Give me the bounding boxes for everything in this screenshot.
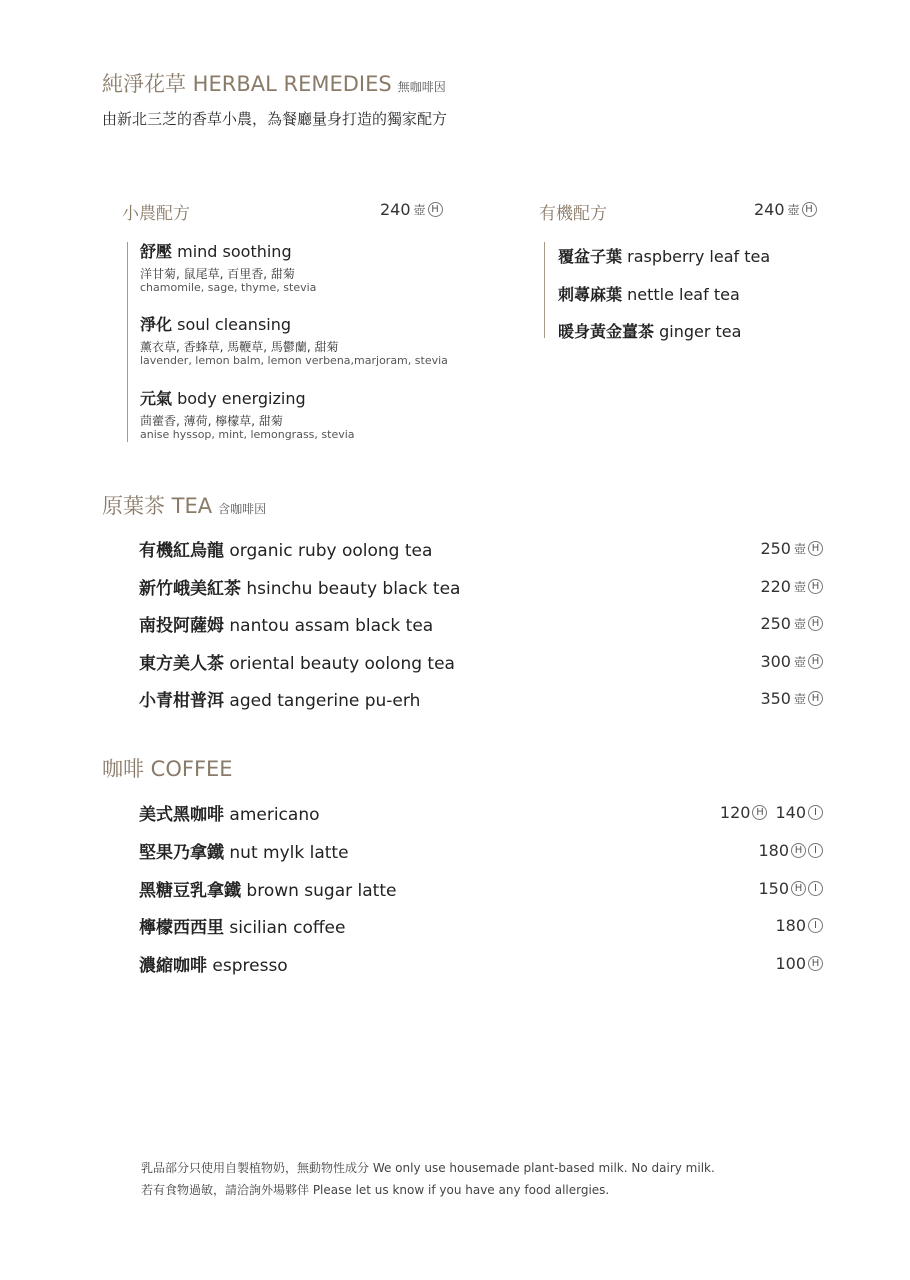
- iced-size-icon: I: [808, 881, 823, 896]
- item-name-zh: 覆盆子葉: [558, 247, 623, 266]
- blend-name-zh: 元氣: [140, 389, 173, 408]
- coffee-row: [139, 838, 823, 863]
- item-name: [139, 536, 432, 561]
- hot-size-icon: H: [808, 616, 823, 631]
- farm-blend-item: [140, 386, 355, 441]
- farm-blend-price: [380, 200, 443, 219]
- blend-name-en: body energizing: [177, 389, 306, 408]
- item-name-zh: 濃縮咖啡: [139, 956, 207, 976]
- hot-size-icon: H: [808, 541, 823, 556]
- blend-name-zh: 淨化: [140, 315, 173, 334]
- item-name: [139, 838, 349, 863]
- price-value: 220: [760, 577, 791, 596]
- item-name: [139, 574, 460, 599]
- tea-caffeine-note: 含咖啡因: [218, 502, 267, 516]
- blend-title: [140, 239, 316, 262]
- price-value: 150: [758, 879, 789, 898]
- coffee-section-title: 咖啡 COFFEE: [102, 757, 233, 781]
- blend-ingredients-zh: 茴藿香, 薄荷, 檸檬草, 甜菊: [140, 414, 283, 428]
- item-name-en: hsinchu beauty black tea: [246, 579, 461, 599]
- iced-size-icon: I: [808, 918, 823, 933]
- coffee-row: [139, 913, 823, 938]
- item-name-en: nantou assam black tea: [229, 616, 434, 636]
- item-name-zh: 小青柑普洱: [139, 691, 224, 711]
- item-name-zh: 南投阿薩姆: [139, 616, 224, 636]
- pot-unit: 壺: [793, 580, 806, 594]
- price-value: 100: [775, 954, 806, 973]
- iced-size-icon: I: [808, 805, 823, 820]
- item-name-en: organic ruby oolong tea: [229, 541, 433, 561]
- farm-blend-item: [140, 239, 316, 294]
- hot-size-icon: H: [791, 843, 806, 858]
- tea-section-title: [102, 490, 266, 520]
- allergy-note: 若有食物過敏，請洽詢外場夥伴 Please let us know if you have any food allergies.: [141, 1183, 610, 1197]
- item-name-en: brown sugar latte: [246, 881, 397, 901]
- price-value: 350: [760, 689, 791, 708]
- item-name-zh: 檸檬西西里: [139, 918, 224, 938]
- item-name: [139, 800, 320, 825]
- item-price: [760, 614, 823, 633]
- blend-title: [140, 386, 355, 409]
- iced-size-icon: I: [808, 843, 823, 858]
- herbal-caffeine-note: 無咖啡因: [397, 80, 446, 94]
- pot-unit: 壺: [793, 692, 806, 706]
- item-name: [139, 649, 455, 674]
- item-name: [139, 686, 420, 711]
- item-name: [139, 913, 345, 938]
- herbal-section-title: [102, 68, 446, 98]
- item-name-zh: 東方美人茶: [139, 654, 224, 674]
- coffee-row: [139, 876, 823, 901]
- item-name-en: oriental beauty oolong tea: [229, 654, 455, 674]
- blend-name-en: soul cleansing: [177, 315, 292, 334]
- tea-row: [139, 574, 823, 599]
- tea-row: [139, 649, 823, 674]
- hot-size-icon: H: [808, 956, 823, 971]
- item-price: [760, 689, 823, 708]
- organic-item: [558, 282, 740, 305]
- item-name-en: nettle leaf tea: [627, 285, 740, 304]
- item-price: [720, 803, 823, 822]
- item-name-en: aged tangerine pu-erh: [229, 691, 421, 711]
- item-price: [758, 841, 823, 860]
- organic-item: [558, 319, 741, 342]
- item-price: [760, 652, 823, 671]
- item-price: [760, 577, 823, 596]
- blend-ingredients-zh: 薰衣草, 香蜂草, 馬鞭草, 馬鬱蘭, 甜菊: [140, 340, 339, 354]
- price-value: 300: [760, 652, 791, 671]
- price-value: 140: [775, 803, 806, 822]
- pot-unit: 壺: [793, 655, 806, 669]
- item-name-en: ginger tea: [659, 322, 742, 341]
- item-name-zh: 新竹峨美紅茶: [139, 579, 241, 599]
- hot-size-icon: H: [808, 654, 823, 669]
- pot-unit: 壺: [787, 203, 800, 217]
- hot-size-icon: H: [428, 202, 443, 217]
- item-name: [139, 876, 396, 901]
- hot-size-icon: H: [802, 202, 817, 217]
- pot-unit: 壺: [793, 542, 806, 556]
- price-value: 240: [754, 200, 785, 219]
- organic-blend-price: [754, 200, 817, 219]
- item-name-zh: 刺蕁麻葉: [558, 285, 623, 304]
- item-name: [139, 611, 433, 636]
- item-name-en: sicilian coffee: [229, 918, 346, 938]
- item-price: [760, 539, 823, 558]
- item-name-en: raspberry leaf tea: [627, 247, 771, 266]
- hot-size-icon: H: [791, 881, 806, 896]
- hot-size-icon: H: [808, 691, 823, 706]
- item-price: [758, 879, 823, 898]
- item-price: [775, 916, 823, 935]
- coffee-row: [139, 800, 823, 825]
- blend-name-en: mind soothing: [177, 242, 292, 261]
- price-value: 250: [760, 539, 791, 558]
- item-price: [775, 954, 823, 973]
- item-name-en: nut mylk latte: [229, 843, 349, 863]
- herbal-title-text: 純淨花草 HERBAL REMEDIES: [102, 72, 392, 96]
- price-value: 180: [775, 916, 806, 935]
- blend-ingredients-en: anise hyssop, mint, lemongrass, stevia: [140, 428, 355, 441]
- pot-unit: 壺: [413, 203, 426, 217]
- item-name: [139, 951, 288, 976]
- organic-blend-divider: [544, 242, 545, 338]
- price-value: 120: [719, 803, 751, 822]
- item-name-zh: 暖身黃金薑茶: [558, 322, 655, 341]
- blend-name-zh: 舒壓: [140, 242, 173, 261]
- farm-blend-divider: [127, 242, 128, 442]
- tea-row: [139, 536, 823, 561]
- milk-note: 乳品部分只使用自製植物奶，無動物性成分 We only use housemade plant-based milk. No dairy milk.: [141, 1161, 715, 1175]
- item-name-zh: 黑糖豆乳拿鐵: [139, 881, 241, 901]
- item-name-zh: 美式黑咖啡: [139, 805, 224, 825]
- hot-size-icon: H: [808, 579, 823, 594]
- coffee-row: [139, 951, 823, 976]
- organic-item: [558, 244, 770, 267]
- farm-blend-label: 小農配方: [122, 204, 190, 224]
- blend-ingredients-zh: 洋甘菊, 鼠尾草, 百里香, 甜菊: [140, 267, 295, 281]
- blend-ingredients-en: lavender, lemon balm, lemon verbena,marjoram, stevia: [140, 354, 448, 367]
- item-name-zh: 有機紅烏龍: [139, 541, 224, 561]
- hot-size-icon: H: [752, 805, 767, 820]
- herbal-subtitle: 由新北三芝的香草小農，為餐廳量身打造的獨家配方: [102, 110, 448, 128]
- price-value: 180: [758, 841, 789, 860]
- price-value: 240: [380, 200, 411, 219]
- tea-row: [139, 686, 823, 711]
- price-value: 250: [760, 614, 791, 633]
- item-name-en: americano: [229, 805, 320, 825]
- item-name-zh: 堅果乃拿鐵: [139, 843, 224, 863]
- blend-title: [140, 312, 448, 335]
- farm-blend-item: [140, 312, 448, 367]
- tea-title-text: 原葉茶 TEA: [102, 494, 213, 518]
- pot-unit: 壺: [793, 617, 806, 631]
- organic-blend-label: 有機配方: [539, 204, 607, 224]
- tea-row: [139, 611, 823, 636]
- item-name-en: espresso: [212, 956, 288, 976]
- blend-ingredients-en: chamomile, sage, thyme, stevia: [140, 281, 317, 294]
